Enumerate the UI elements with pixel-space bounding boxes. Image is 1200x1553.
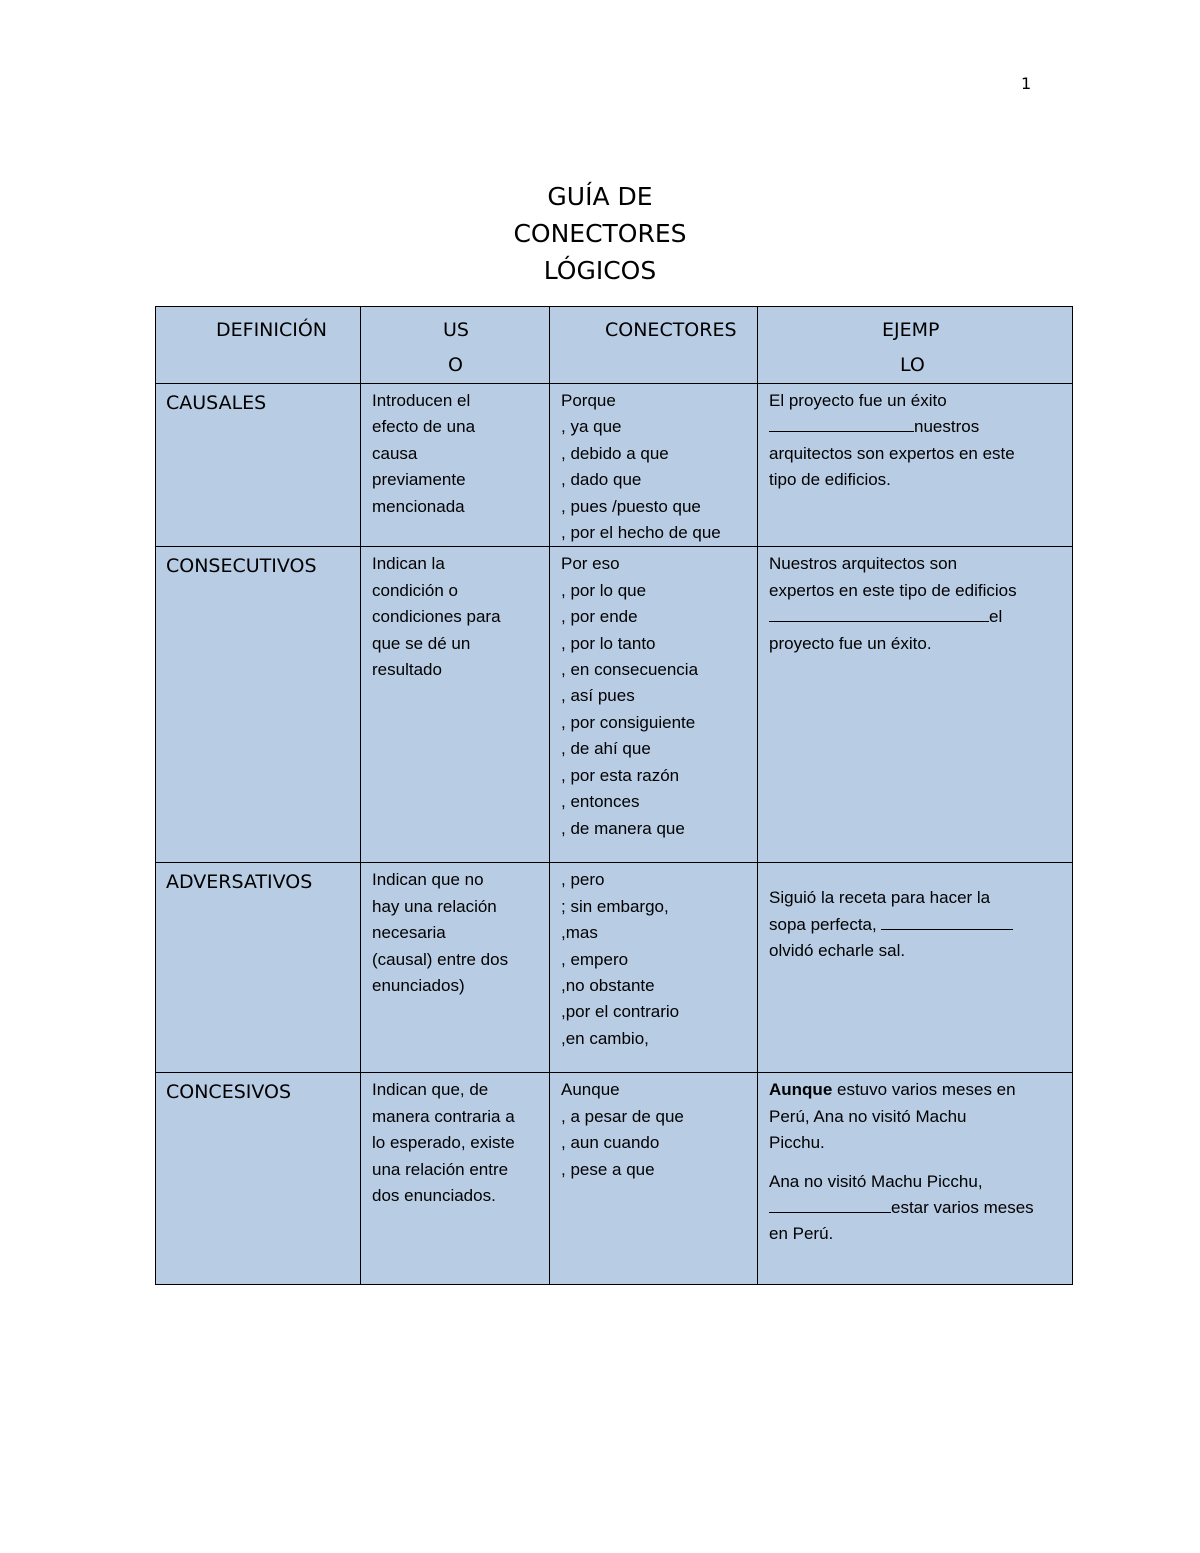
uso-line: enunciados) (372, 976, 465, 996)
title-line: GUÍA DE (547, 182, 653, 211)
connector-item: , en consecuencia (561, 660, 699, 680)
uso-line: Indican que, de (372, 1080, 489, 1100)
example-line: Picchu. (769, 1133, 825, 1153)
example-text: estuvo varios meses en (832, 1080, 1016, 1100)
uso-line: que se dé un (372, 633, 471, 653)
example-line: arquitectos son expertos en este (769, 443, 1015, 463)
header-label: US (443, 319, 469, 341)
header-label: CONECTORES (605, 319, 737, 341)
uso-line: necesaria (372, 923, 446, 943)
connector-item: ,en cambio, (561, 1028, 649, 1048)
table-row-causales (156, 384, 1073, 547)
uso-cell (361, 384, 550, 547)
connector-item: , a pesar de que (561, 1106, 684, 1126)
connector-item: ,no obstante (561, 976, 655, 996)
connector-item: , debido a que (561, 443, 669, 463)
example-text: nuestros (914, 417, 980, 437)
connectors-cell (550, 547, 758, 863)
example-text: el (989, 607, 1003, 627)
category-label: ADVERSATIVOS (156, 863, 361, 1073)
page-number: 1 (1021, 74, 1032, 93)
example-line (769, 1195, 1066, 1221)
uso-line: una relación entre (372, 1159, 509, 1179)
connector-item: , ya que (561, 417, 622, 437)
header-label: O (448, 354, 463, 376)
example-line: olvidó echarle sal. (769, 941, 906, 961)
uso-line: previamente (372, 470, 466, 490)
example-line: Perú, Ana no visitó Machu (769, 1106, 967, 1126)
uso-line: resultado (372, 660, 442, 680)
paragraph-gap (769, 1157, 1066, 1169)
fill-in-blank[interactable] (881, 928, 1013, 930)
connector-item: , así pues (561, 686, 635, 706)
uso-line: lo esperado, existe (372, 1133, 515, 1153)
connector-item: , por el hecho de que (561, 523, 721, 543)
example-line: en Perú. (769, 1224, 834, 1244)
connector-item: , entonces (561, 792, 640, 812)
connector-item: ; sin embargo, (561, 896, 669, 916)
connector-item: , dado que (561, 470, 642, 490)
example-line (769, 414, 1066, 440)
example-line: tipo de edificios. (769, 470, 891, 490)
header-label: LO (900, 354, 925, 376)
example-cell (758, 863, 1073, 1073)
example-line (769, 604, 1066, 630)
example-bold-word: Aunque (769, 1080, 833, 1100)
example-line: El proyecto fue un éxito (769, 391, 947, 410)
connector-item: , por ende (561, 607, 638, 627)
header-label: DEFINICIÓN (216, 319, 328, 341)
connector-item: , de manera que (561, 818, 685, 838)
connector-item: , pues /puesto que (561, 496, 701, 516)
header-definicion (156, 307, 361, 384)
example-line: Ana no visitó Machu Picchu, (769, 1171, 983, 1191)
table-row-adversativos (156, 863, 1073, 1073)
category-label: CONSECUTIVOS (156, 547, 361, 863)
connector-item: ,por el contrario (561, 1002, 680, 1022)
connector-item: , aun cuando (561, 1133, 660, 1153)
connector-item: , por consiguiente (561, 712, 696, 732)
example-cell (758, 547, 1073, 863)
uso-line: Introducen el (372, 391, 471, 410)
connector-item: , pero (561, 870, 605, 890)
connector-item: , pese a que (561, 1159, 655, 1179)
header-uso (361, 307, 550, 384)
example-line: expertos en este tipo de edificios (769, 580, 1017, 600)
fill-in-blank[interactable] (769, 430, 914, 432)
example-line (769, 1077, 1066, 1103)
uso-cell (361, 863, 550, 1073)
uso-line: manera contraria a (372, 1106, 515, 1126)
connector-item: , por esta razón (561, 765, 680, 785)
connector-item: , por lo que (561, 580, 647, 600)
table-row-concesivos (156, 1073, 1073, 1285)
uso-line: causa (372, 443, 418, 463)
table-row-consecutivos (156, 547, 1073, 863)
uso-line: (causal) entre dos (372, 949, 509, 969)
uso-line: hay una relación (372, 896, 497, 916)
example-line (769, 912, 1066, 938)
connector-item: ,mas (561, 923, 598, 943)
uso-line: efecto de una (372, 417, 476, 437)
example-cell (758, 384, 1073, 547)
uso-line: Indican que no (372, 870, 484, 890)
example-line: Siguió la receta para hacer la (769, 888, 991, 908)
connector-item: , por lo tanto (561, 633, 656, 653)
connector-item: , empero (561, 949, 629, 969)
connectors-cell (550, 863, 758, 1073)
header-ejemplo (758, 307, 1073, 384)
example-line: proyecto fue un éxito. (769, 633, 932, 653)
header-conectores (550, 307, 758, 384)
connector-item: , de ahí que (561, 739, 651, 759)
example-line: Nuestros arquitectos son (769, 554, 958, 574)
uso-line: condición o (372, 580, 459, 600)
connector-item: Por eso (561, 554, 620, 574)
example-text: sopa perfecta, (769, 914, 877, 934)
example-text: estar varios meses (891, 1198, 1034, 1218)
uso-cell (361, 1073, 550, 1285)
category-label: CONCESIVOS (156, 1073, 361, 1285)
example-cell (758, 1073, 1073, 1285)
uso-line: mencionada (372, 496, 465, 516)
connector-item: Porque (561, 391, 616, 410)
header-label: EJEMP (882, 319, 940, 341)
fill-in-blank[interactable] (769, 1211, 891, 1213)
connectors-cell (550, 1073, 758, 1285)
connectors-table (155, 306, 1073, 1285)
title-line: CONECTORES (513, 219, 687, 248)
connector-item: Aunque (561, 1080, 620, 1100)
uso-cell (361, 547, 550, 863)
connectors-cell (550, 384, 758, 547)
fill-in-blank[interactable] (769, 620, 989, 622)
title-line: LÓGICOS (543, 256, 657, 285)
header-row (156, 307, 1073, 384)
uso-line: condiciones para (372, 607, 501, 627)
uso-line: Indican la (372, 554, 445, 574)
uso-line: dos enunciados. (372, 1186, 496, 1206)
category-label: CAUSALES (156, 384, 361, 547)
document-title (350, 178, 850, 289)
